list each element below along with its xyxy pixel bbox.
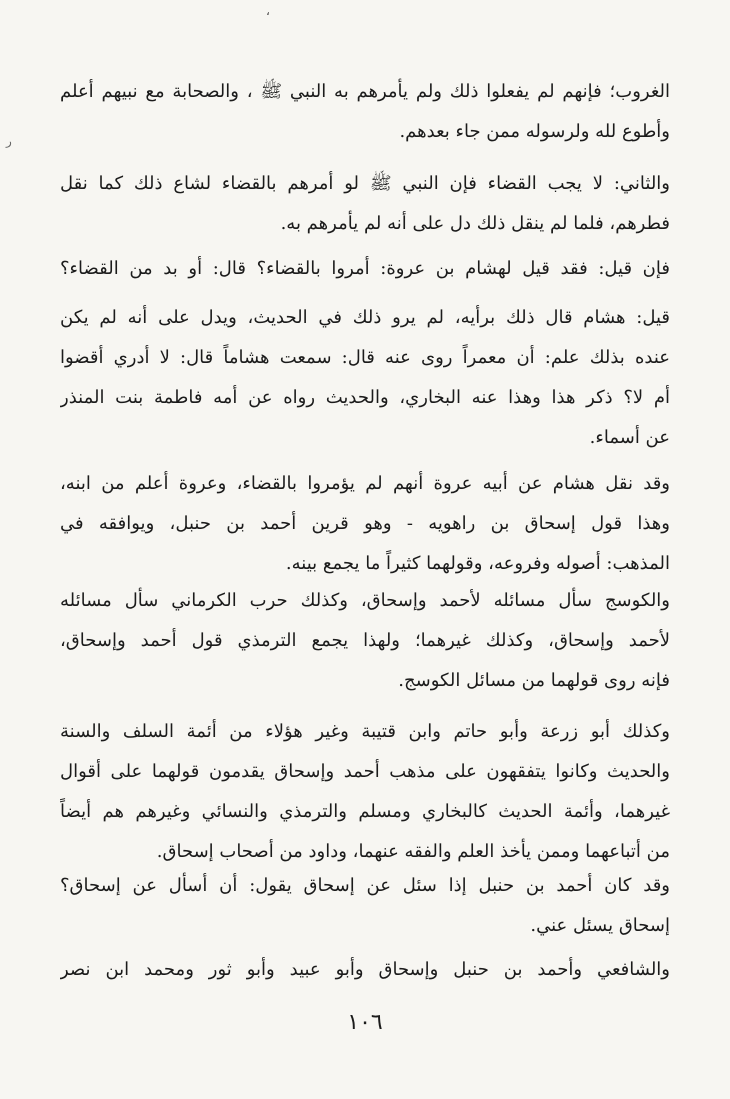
top-mark: ، bbox=[266, 4, 270, 18]
text-line: عن أسماء. bbox=[589, 427, 670, 448]
text-line: غيرهما، وأئمة الحديث كالبخاري ومسلم والترمذي والنسائي وغيرهم هم أيضاً bbox=[60, 801, 670, 822]
text-line: والشافعي وأحمد بن حنبل وإسحاق وأبو عبيد وأبو ثور ومحمد ابن نصر bbox=[60, 959, 670, 980]
text-line: قيل: هشام قال ذلك برأيه، لم يرو ذلك في الحديث، ويدل على أنه لم يكن bbox=[60, 307, 670, 328]
text-line: فإن قيل: فقد قيل لهشام بن عروة: أمروا بالقضاء؟ قال: أو بد من القضاء؟ bbox=[60, 258, 670, 279]
text-line: وهذا قول إسحاق بن راهويه - وهو قرين أحمد بن حنبل، ويوافقه في bbox=[60, 513, 670, 534]
text-line: وكذلك أبو زرعة وأبو حاتم وابن قتيبة وغير هؤلاء من أئمة السلف والسنة bbox=[60, 721, 670, 742]
paragraph bbox=[60, 464, 670, 584]
text-line: فإنه روى قولهما من مسائل الكوسج. bbox=[398, 670, 670, 691]
paragraph bbox=[60, 249, 670, 289]
text-line: الغروب؛ فإنهم لم يفعلوا ذلك ولم يأمرهم به النبي ﷺ ، والصحابة مع نبيهم أعلم bbox=[60, 81, 670, 102]
paragraph bbox=[60, 866, 670, 946]
paragraph bbox=[60, 164, 670, 244]
text-line: فطرهم، فلما لم ينقل ذلك دل على أنه لم يأمرهم به. bbox=[280, 213, 670, 234]
text-line: المذهب: أصوله وفروعه، وقولهما كثيراً ما يجمع بينه. bbox=[285, 553, 670, 574]
text-line: من أتباعهما وممن يأخذ العلم والفقه عنهما، وداود من أصحاب إسحاق. bbox=[156, 841, 670, 862]
paragraph bbox=[60, 712, 670, 872]
paragraph bbox=[60, 950, 670, 990]
text-line: والحديث وكانوا يتفقهون على مذهب أحمد وإسحاق يقدمون قولهما على أقوال bbox=[60, 761, 670, 782]
paragraph bbox=[60, 72, 670, 152]
text-line: لأحمد وإسحاق، وكذلك غيرهما؛ ولهذا يجمع الترمذي قول أحمد وإسحاق، bbox=[60, 630, 670, 651]
paragraph bbox=[60, 581, 670, 701]
side-mark: ر bbox=[6, 134, 12, 148]
text-line: إسحاق يسئل عني. bbox=[530, 915, 670, 936]
text-line: والثاني: لا يجب القضاء فإن النبي ﷺ لو أمرهم بالقضاء لشاع ذلك كما نقل bbox=[60, 173, 670, 194]
text-line: عنده بذلك علم: أن معمراً روى عنه قال: سمعت هشاماً قال: لا أدري أقضوا bbox=[60, 347, 670, 368]
text-line: والكوسج سأل مسائله لأحمد وإسحاق، وكذلك حرب الكرماني سأل مسائله bbox=[60, 590, 670, 611]
text-line: وقد كان أحمد بن حنبل إذا سئل عن إسحاق يقول: أن أسأل عن إسحاق؟ bbox=[60, 875, 670, 896]
text-line: وقد نقل هشام عن أبيه عروة أنهم لم يؤمروا بالقضاء، وعروة أعلم من ابنه، bbox=[60, 473, 670, 494]
text-line: وأطوع لله ولرسوله ممن جاء بعدهم. bbox=[399, 121, 670, 142]
paragraph bbox=[60, 298, 670, 458]
text-line: أم لا؟ ذكر هذا وهذا عنه البخاري، والحديث رواه عن أمه فاطمة بنت المنذر bbox=[60, 387, 670, 408]
page-number: ١٠٦ bbox=[347, 1010, 383, 1035]
